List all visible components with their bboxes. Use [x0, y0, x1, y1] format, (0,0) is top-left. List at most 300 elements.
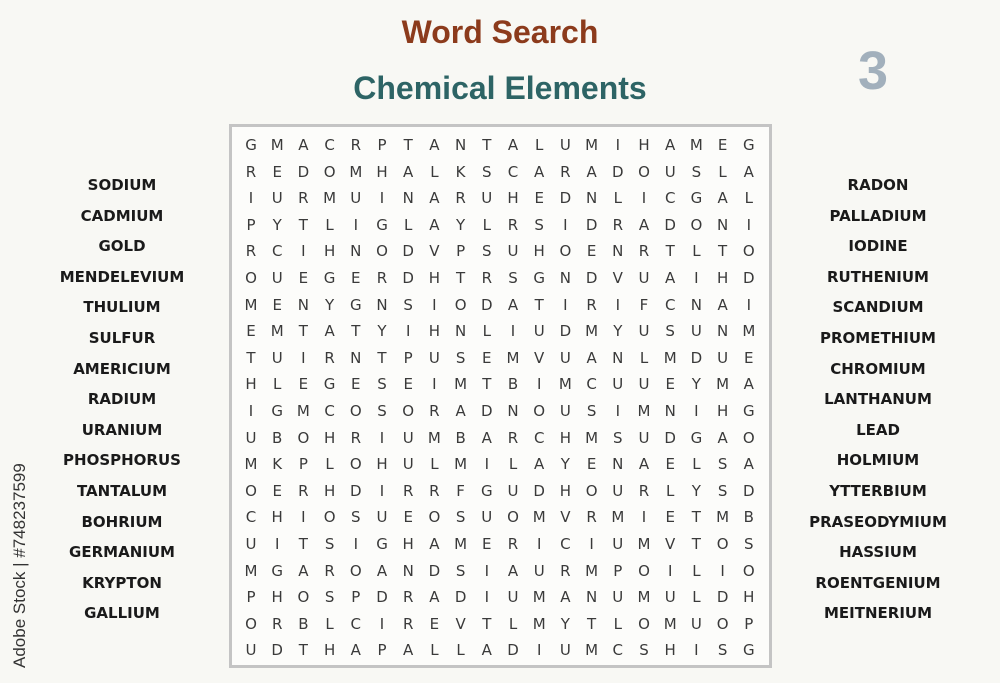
grid-letter[interactable]: O [742, 561, 755, 580]
grid-letter[interactable]: H [402, 535, 414, 553]
grid-letter[interactable]: S [482, 242, 492, 261]
grid-letter[interactable]: L [456, 641, 465, 660]
grid-letter[interactable]: A [743, 162, 754, 181]
grid-letter[interactable]: L [718, 162, 727, 181]
grid-letter[interactable]: D [271, 641, 283, 660]
grid-letter[interactable]: U [533, 322, 545, 341]
grid-letter[interactable]: H [323, 428, 336, 447]
grid-letter[interactable]: T [298, 641, 308, 660]
grid-letter[interactable]: A [586, 162, 597, 181]
grid-letter[interactable]: G [376, 215, 388, 234]
grid-letter[interactable]: U [271, 189, 283, 208]
grid-letter[interactable]: U [376, 508, 388, 527]
grid-letter[interactable]: Y [456, 215, 466, 234]
grid-letter[interactable]: S [665, 322, 675, 341]
grid-letter[interactable]: C [664, 295, 676, 314]
grid-letter[interactable]: A [717, 295, 728, 314]
grid-letter[interactable]: U [612, 375, 624, 394]
grid-letter[interactable]: R [245, 242, 257, 261]
grid-letter[interactable]: G [690, 189, 703, 208]
grid-letter[interactable]: S [717, 641, 728, 660]
grid-letter[interactable]: O [533, 402, 546, 420]
grid-letter[interactable]: T [456, 269, 466, 287]
grid-letter[interactable]: N [612, 348, 624, 367]
grid-letter[interactable]: M [244, 561, 258, 580]
grid-letter[interactable]: U [507, 588, 519, 607]
grid-letter[interactable]: O [349, 402, 362, 420]
grid-letter[interactable]: U [481, 189, 493, 208]
grid-letter[interactable]: A [298, 561, 309, 580]
grid-letter[interactable]: E [429, 614, 440, 633]
grid-letter[interactable]: I [694, 402, 699, 420]
grid-letter[interactable]: R [402, 481, 414, 500]
grid-letter[interactable]: D [585, 269, 598, 287]
grid-letter[interactable]: U [664, 162, 676, 181]
grid-letter[interactable]: A [429, 215, 440, 234]
grid-letter[interactable]: M [244, 295, 258, 314]
grid-letter[interactable]: B [507, 375, 519, 394]
grid-letter[interactable]: R [324, 348, 335, 367]
grid-letter[interactable]: D [350, 481, 362, 500]
grid-letter[interactable]: O [507, 508, 519, 527]
grid-letter[interactable]: M [585, 561, 599, 580]
grid-letter[interactable]: E [403, 508, 413, 527]
grid-letter[interactable]: G [480, 481, 493, 500]
grid-letter[interactable]: T [351, 322, 361, 341]
grid-letter[interactable]: H [271, 508, 283, 527]
grid-letter[interactable]: D [559, 189, 572, 208]
grid-letter[interactable]: H [716, 402, 729, 420]
grid-letter[interactable]: R [402, 614, 414, 633]
grid-letter[interactable]: U [638, 322, 650, 341]
grid-letter[interactable]: I [746, 295, 752, 314]
grid-letter[interactable]: C [271, 242, 283, 261]
grid-letter[interactable]: G [742, 136, 755, 154]
grid-letter[interactable]: I [615, 136, 621, 154]
grid-letter[interactable]: N [612, 455, 624, 474]
grid-letter[interactable]: D [507, 641, 519, 660]
grid-letter[interactable]: G [271, 561, 283, 580]
grid-letter[interactable]: D [297, 162, 310, 181]
grid-letter[interactable]: U [717, 348, 729, 367]
grid-letter[interactable]: A [298, 136, 309, 154]
grid-letter[interactable]: T [691, 508, 701, 527]
grid-letter[interactable]: U [638, 269, 650, 287]
grid-letter[interactable]: E [482, 535, 492, 553]
grid-letter[interactable]: T [377, 348, 387, 367]
grid-letter[interactable]: I [694, 269, 699, 287]
grid-letter[interactable]: H [323, 242, 336, 261]
grid-letter[interactable]: Y [691, 375, 701, 394]
grid-letter[interactable]: M [270, 322, 284, 341]
grid-letter[interactable]: M [663, 614, 677, 633]
grid-letter[interactable]: H [638, 136, 650, 154]
grid-letter[interactable]: L [482, 322, 491, 341]
grid-letter[interactable]: G [533, 269, 545, 287]
grid-letter[interactable]: R [507, 428, 519, 447]
grid-letter[interactable]: M [663, 348, 677, 367]
grid-letter[interactable]: A [717, 428, 728, 447]
grid-letter[interactable]: I [536, 535, 542, 553]
grid-letter[interactable]: S [455, 508, 466, 527]
grid-letter[interactable]: Y [613, 322, 623, 341]
grid-letter[interactable]: S [586, 402, 597, 420]
grid-letter[interactable]: R [560, 162, 571, 181]
grid-letter[interactable]: I [746, 215, 752, 234]
grid-letter[interactable]: N [585, 189, 598, 208]
grid-letter[interactable]: S [717, 455, 728, 474]
grid-letter[interactable]: A [665, 269, 676, 287]
grid-letter[interactable]: A [376, 561, 388, 580]
grid-letter[interactable]: L [692, 561, 701, 580]
grid-letter[interactable]: U [245, 428, 257, 447]
grid-letter[interactable]: E [351, 269, 361, 287]
grid-letter[interactable]: U [245, 535, 257, 553]
grid-letter[interactable]: A [507, 136, 519, 154]
grid-letter[interactable]: B [743, 508, 754, 527]
grid-letter[interactable]: M [585, 136, 599, 154]
grid-letter[interactable]: A [743, 375, 754, 394]
grid-letter[interactable]: H [743, 588, 755, 607]
grid-letter[interactable]: O [428, 508, 441, 527]
grid-letter[interactable]: I [484, 561, 490, 580]
grid-letter[interactable]: M [296, 402, 310, 420]
grid-letter[interactable]: C [533, 428, 545, 447]
grid-letter[interactable]: A [665, 136, 676, 154]
grid-letter[interactable]: P [298, 455, 308, 474]
grid-letter[interactable]: A [560, 588, 571, 607]
grid-letter[interactable]: T [298, 322, 308, 341]
grid-letter[interactable]: M [637, 588, 651, 607]
grid-letter[interactable]: R [507, 215, 519, 234]
grid-letter[interactable]: L [325, 215, 334, 234]
grid-letter[interactable]: I [641, 508, 647, 527]
grid-letter[interactable]: U [664, 588, 676, 607]
grid-letter[interactable]: A [429, 189, 440, 208]
grid-letter[interactable]: L [325, 455, 334, 474]
grid-letter[interactable]: P [456, 242, 466, 261]
grid-letter[interactable]: L [508, 455, 518, 474]
grid-letter[interactable]: R [271, 614, 283, 633]
grid-letter[interactable]: T [587, 614, 597, 633]
grid-letter[interactable]: M [585, 322, 599, 341]
grid-letter[interactable]: L [613, 614, 622, 633]
grid-letter[interactable]: V [560, 508, 571, 527]
grid-letter[interactable]: T [665, 242, 675, 261]
grid-letter[interactable]: A [534, 162, 545, 181]
grid-letter[interactable]: P [377, 641, 387, 660]
grid-letter[interactable]: Y [272, 215, 282, 234]
grid-letter[interactable]: V [429, 242, 440, 261]
grid-letter[interactable]: O [742, 242, 755, 261]
grid-letter[interactable]: G [742, 402, 755, 420]
grid-letter[interactable]: M [637, 402, 651, 420]
grid-letter[interactable]: L [430, 641, 439, 660]
grid-letter[interactable]: H [533, 242, 545, 261]
grid-letter[interactable]: E [586, 455, 597, 474]
grid-letter[interactable]: E [482, 348, 492, 367]
grid-letter[interactable]: M [270, 136, 284, 154]
grid-letter[interactable]: A [429, 588, 440, 607]
grid-letter[interactable]: U [533, 561, 545, 580]
letter-grid[interactable] [229, 124, 772, 668]
grid-letter[interactable]: I [379, 189, 385, 208]
grid-letter[interactable]: G [690, 428, 703, 447]
grid-letter[interactable]: I [301, 508, 306, 527]
grid-letter[interactable]: Y [560, 614, 570, 633]
grid-letter[interactable]: L [692, 588, 701, 607]
grid-letter[interactable]: R [638, 242, 650, 261]
grid-letter[interactable]: D [664, 428, 676, 447]
grid-letter[interactable]: R [481, 269, 493, 287]
grid-letter[interactable]: O [690, 215, 703, 234]
grid-letter[interactable]: P [613, 561, 623, 580]
grid-letter[interactable]: A [403, 162, 414, 181]
grid-letter[interactable]: S [508, 269, 518, 287]
grid-letter[interactable]: E [665, 508, 675, 527]
grid-letter[interactable]: U [612, 588, 624, 607]
grid-letter[interactable]: A [481, 641, 492, 660]
grid-letter[interactable]: M [349, 162, 363, 181]
grid-letter[interactable]: E [298, 269, 309, 287]
grid-letter[interactable]: L [508, 614, 518, 633]
grid-letter[interactable]: O [454, 295, 467, 314]
grid-letter[interactable]: N [297, 295, 309, 314]
grid-letter[interactable]: R [586, 508, 597, 527]
grid-letter[interactable]: H [245, 375, 257, 394]
grid-letter[interactable]: N [585, 588, 598, 607]
grid-letter[interactable]: I [248, 402, 254, 420]
grid-letter[interactable]: S [455, 561, 466, 580]
grid-letter[interactable]: O [323, 162, 336, 181]
grid-letter[interactable]: C [664, 189, 676, 208]
grid-letter[interactable]: I [536, 375, 542, 394]
grid-letter[interactable]: T [691, 535, 701, 553]
grid-letter[interactable]: S [639, 641, 649, 660]
grid-letter[interactable]: R [429, 481, 440, 500]
grid-letter[interactable]: G [245, 136, 257, 154]
grid-letter[interactable]: O [245, 269, 257, 287]
grid-letter[interactable]: A [455, 402, 466, 420]
grid-letter[interactable]: G [271, 402, 283, 420]
grid-letter[interactable]: M [585, 641, 599, 660]
grid-letter[interactable]: O [245, 614, 257, 633]
grid-letter[interactable]: L [744, 189, 753, 208]
grid-letter[interactable]: O [297, 588, 310, 607]
grid-letter[interactable]: D [454, 588, 467, 607]
grid-letter[interactable]: U [271, 348, 283, 367]
grid-letter[interactable]: H [507, 189, 519, 208]
grid-letter[interactable]: N [454, 136, 467, 154]
grid-letter[interactable]: S [324, 535, 335, 553]
grid-letter[interactable]: H [271, 588, 283, 607]
grid-letter[interactable]: D [428, 561, 441, 580]
grid-letter[interactable]: O [638, 614, 650, 633]
grid-letter[interactable]: A [429, 535, 440, 553]
grid-letter[interactable]: S [534, 215, 544, 234]
grid-letter[interactable]: S [324, 588, 335, 607]
grid-letter[interactable]: I [484, 588, 490, 607]
grid-letter[interactable]: I [301, 242, 306, 261]
grid-letter[interactable]: U [402, 455, 414, 474]
grid-letter[interactable]: E [272, 481, 282, 500]
grid-letter[interactable]: O [585, 481, 598, 500]
grid-letter[interactable]: U [612, 535, 624, 553]
grid-letter[interactable]: B [272, 428, 283, 447]
grid-letter[interactable]: H [664, 641, 676, 660]
grid-letter[interactable]: U [428, 348, 440, 367]
grid-letter[interactable]: I [353, 535, 359, 553]
grid-letter[interactable]: U [690, 322, 702, 341]
grid-letter[interactable]: D [612, 162, 624, 181]
grid-letter[interactable]: N [350, 348, 362, 367]
grid-letter[interactable]: I [510, 322, 516, 341]
grid-letter[interactable]: I [379, 428, 385, 447]
grid-letter[interactable]: R [298, 189, 309, 208]
grid-letter[interactable]: A [638, 455, 650, 474]
grid-letter[interactable]: T [482, 136, 492, 154]
grid-letter[interactable]: R [560, 561, 571, 580]
grid-letter[interactable]: B [298, 614, 309, 633]
grid-letter[interactable]: R [402, 588, 414, 607]
grid-letter[interactable]: D [690, 348, 703, 367]
grid-letter[interactable]: D [743, 269, 755, 287]
grid-letter[interactable]: R [455, 189, 466, 208]
grid-letter[interactable]: H [559, 481, 572, 500]
grid-letter[interactable]: I [641, 189, 647, 208]
grid-letter[interactable]: N [402, 189, 414, 208]
grid-letter[interactable]: L [692, 455, 701, 474]
grid-letter[interactable]: M [454, 455, 468, 474]
grid-letter[interactable]: C [324, 402, 335, 420]
grid-letter[interactable]: I [248, 189, 254, 208]
grid-letter[interactable]: M [532, 614, 546, 633]
grid-letter[interactable]: E [665, 455, 675, 474]
grid-letter[interactable]: M [427, 428, 441, 447]
grid-letter[interactable]: U [612, 481, 624, 500]
grid-letter[interactable]: C [560, 535, 571, 553]
grid-letter[interactable]: T [482, 614, 492, 633]
grid-letter[interactable]: F [456, 481, 465, 500]
grid-letter[interactable]: N [690, 295, 702, 314]
grid-letter[interactable]: O [349, 455, 362, 474]
grid-letter[interactable]: L [613, 189, 622, 208]
grid-letter[interactable]: N [376, 295, 388, 314]
grid-letter[interactable]: O [376, 242, 388, 261]
grid-letter[interactable]: Y [377, 322, 387, 341]
grid-letter[interactable]: I [379, 614, 385, 633]
grid-letter[interactable]: K [455, 162, 466, 181]
grid-letter[interactable]: A [507, 295, 519, 314]
grid-letter[interactable]: T [718, 242, 728, 261]
grid-letter[interactable]: A [429, 136, 440, 154]
grid-letter[interactable]: Y [325, 295, 335, 314]
grid-letter[interactable]: E [586, 242, 597, 261]
grid-letter[interactable]: U [245, 641, 257, 660]
grid-letter[interactable]: U [559, 641, 571, 660]
grid-letter[interactable]: L [692, 242, 701, 261]
grid-letter[interactable]: R [429, 402, 440, 420]
grid-letter[interactable]: U [559, 136, 571, 154]
grid-letter[interactable]: A [507, 561, 519, 580]
grid-letter[interactable]: A [638, 215, 650, 234]
grid-letter[interactable]: I [353, 215, 359, 234]
grid-letter[interactable]: T [482, 375, 492, 394]
grid-letter[interactable]: U [638, 375, 650, 394]
grid-letter[interactable]: Y [691, 481, 701, 500]
grid-letter[interactable]: T [403, 136, 413, 154]
grid-letter[interactable]: R [612, 215, 624, 234]
grid-letter[interactable]: S [717, 481, 728, 500]
grid-letter[interactable]: R [324, 561, 335, 580]
grid-letter[interactable]: A [534, 455, 545, 474]
grid-letter[interactable]: E [298, 375, 309, 394]
grid-letter[interactable]: L [325, 614, 334, 633]
grid-letter[interactable]: H [716, 269, 729, 287]
grid-letter[interactable]: S [482, 162, 492, 181]
grid-letter[interactable]: U [271, 269, 283, 287]
grid-letter[interactable]: H [428, 322, 441, 341]
grid-letter[interactable]: H [323, 481, 336, 500]
grid-letter[interactable]: L [482, 215, 491, 234]
grid-letter[interactable]: D [402, 269, 414, 287]
grid-letter[interactable]: M [637, 535, 651, 553]
grid-letter[interactable]: M [611, 508, 625, 527]
grid-letter[interactable]: E [246, 322, 256, 341]
grid-letter[interactable]: R [507, 535, 519, 553]
grid-letter[interactable]: L [666, 481, 675, 500]
grid-letter[interactable]: M [558, 375, 572, 394]
grid-letter[interactable]: R [245, 162, 257, 181]
grid-letter[interactable]: M [532, 508, 546, 527]
grid-letter[interactable]: M [323, 189, 337, 208]
grid-letter[interactable]: E [272, 295, 282, 314]
grid-letter[interactable]: I [694, 641, 699, 660]
grid-letter[interactable]: L [430, 455, 439, 474]
grid-letter[interactable]: N [612, 242, 624, 261]
grid-letter[interactable]: I [301, 348, 306, 367]
grid-letter[interactable]: H [559, 428, 572, 447]
grid-letter[interactable]: M [742, 322, 756, 341]
grid-letter[interactable]: A [481, 428, 492, 447]
grid-letter[interactable]: A [403, 641, 414, 660]
grid-letter[interactable]: D [585, 215, 598, 234]
grid-letter[interactable]: O [559, 242, 572, 261]
grid-letter[interactable]: D [533, 481, 545, 500]
grid-letter[interactable]: D [716, 588, 729, 607]
grid-letter[interactable]: G [349, 295, 362, 314]
grid-letter[interactable]: S [377, 375, 387, 394]
grid-letter[interactable]: M [454, 375, 468, 394]
grid-letter[interactable]: U [507, 242, 519, 261]
grid-letter[interactable]: P [403, 348, 413, 367]
grid-letter[interactable]: D [559, 322, 572, 341]
grid-letter[interactable]: M [689, 136, 703, 154]
grid-letter[interactable]: S [691, 162, 702, 181]
grid-letter[interactable]: V [534, 348, 545, 367]
grid-letter[interactable]: L [404, 215, 413, 234]
grid-letter[interactable]: R [376, 269, 388, 287]
grid-letter[interactable]: I [720, 561, 725, 580]
grid-letter[interactable]: E [403, 375, 413, 394]
grid-letter[interactable]: P [744, 614, 754, 633]
grid-letter[interactable]: G [376, 535, 388, 553]
grid-letter[interactable]: N [716, 215, 729, 234]
grid-letter[interactable]: F [639, 295, 649, 314]
grid-letter[interactable]: U [690, 614, 702, 633]
grid-letter[interactable]: T [298, 535, 308, 553]
grid-letter[interactable]: I [405, 322, 411, 341]
